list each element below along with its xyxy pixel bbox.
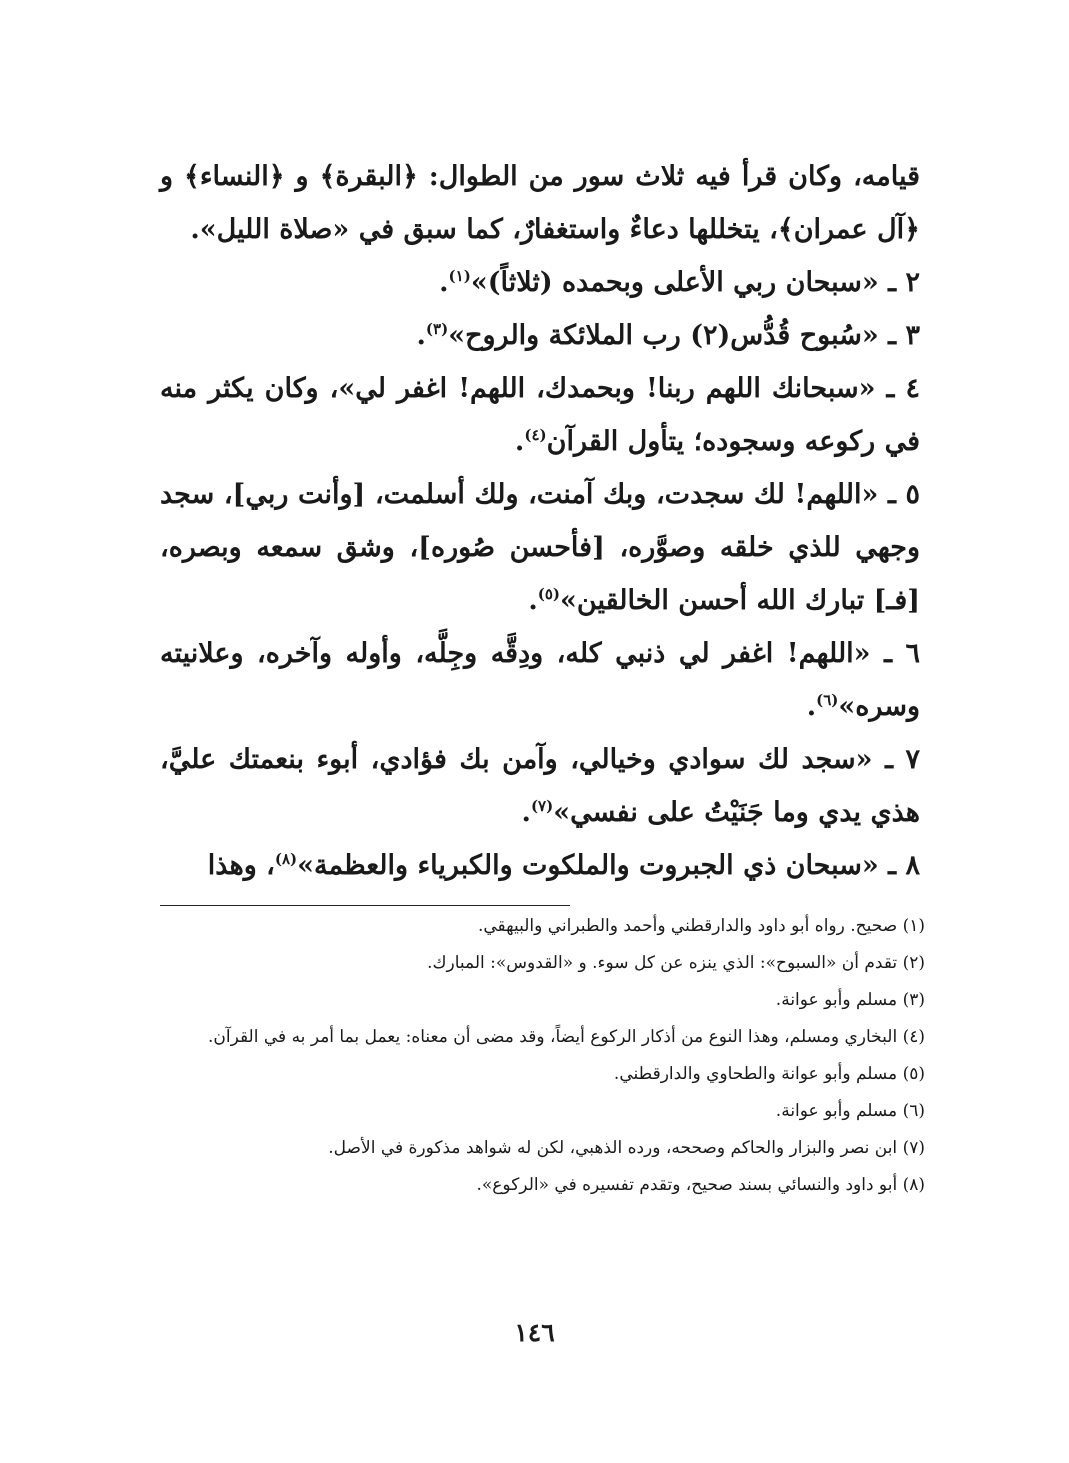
footnote-number: (٣) — [902, 990, 925, 1010]
footnote-text: ابن نصر والبزار والحاكم وصححه، ورده الذهبي، لكن له شواهد مذكورة في الأصل. — [328, 1138, 898, 1158]
item-end: . — [806, 691, 817, 722]
list-item — [160, 468, 920, 627]
footnote-text: صحيح. رواه أبو داود والدارقطني وأحمد والطبراني والبيهقي. — [477, 916, 898, 936]
footnote-number: (٨) — [902, 1175, 925, 1195]
intro-paragraph: قيامه، وكان قرأ فيه ثلاث سور من الطوال: ﴿البقرة﴾ و ﴿النساء﴾ و ﴿آل عمران﴾، يتخللها دعاءٌ واستغفارٌ، كما سبق في «صلاة الليل». — [160, 161, 920, 245]
item-end: . — [528, 585, 538, 616]
body-text — [160, 150, 920, 892]
footnote — [160, 1019, 925, 1056]
list-item — [160, 733, 920, 839]
item-number: ٣ ـ — [888, 320, 920, 351]
footnote-number: (٢) — [902, 953, 925, 973]
item-number: ٢ ـ — [888, 267, 920, 298]
footnotes — [160, 908, 925, 1204]
footnote-ref: (٨) — [274, 850, 298, 868]
list-item — [160, 362, 920, 468]
footnote-ref: (٦) — [816, 691, 839, 709]
footnote-divider — [160, 905, 570, 906]
page-number: ١٤٦ — [514, 1318, 555, 1347]
footnote — [160, 908, 925, 945]
footnote-number: (٤) — [902, 1027, 925, 1047]
item-text: «اللهم! لك سجدت، وبك آمنت، ولك أسلمت، [وأنت ربي]، سجد وجهي للذي خلقه وصوَّره، [فأحسن صُوره]، وشق سمعه وبصره، [فـ] تبارك الله أحسن الخالقين» — [160, 479, 920, 616]
footnote-number: (٦) — [902, 1101, 925, 1121]
item-end: . — [521, 797, 531, 828]
footnote — [160, 1130, 925, 1167]
footnote — [160, 1056, 925, 1093]
item-text: «سبحان ذي الجبروت والملكوت والكبرياء والعظمة» — [297, 850, 879, 881]
item-text: «سبحانك اللهم ربنا! وبحمدك، اللهم! اغفر لي»، وكان يكثر منه في ركوعه وسجوده؛ يتأول القرآن — [160, 373, 920, 457]
footnote-text: مسلم وأبو عوانة. — [775, 1101, 898, 1121]
footnote-ref: (٣) — [425, 320, 449, 338]
footnote-text: مسلم وأبو عوانة والطحاوي والدارقطني. — [613, 1064, 898, 1084]
item-number: ٧ ـ — [885, 744, 921, 775]
footnote-ref: (٥) — [537, 585, 561, 603]
item-number: ٨ ـ — [888, 850, 920, 881]
footnote-text: البخاري ومسلم، وهذا النوع من أذكار الركوع أيضاً، وقد مضى أن معناه: يعمل بما أمر به في القرآن. — [207, 1027, 898, 1047]
footnote-text: مسلم وأبو عوانة. — [775, 990, 898, 1010]
item-text: «سُبوح قُدُّس(٢) رب الملائكة والروح» — [448, 320, 879, 351]
item-end: ، وهذا — [207, 850, 275, 881]
footnote — [160, 982, 925, 1019]
item-end: . — [416, 320, 426, 351]
footnote-ref: (٧) — [530, 797, 554, 815]
footnote-text: تقدم أن «السبوح»: الذي ينزه عن كل سوء. و «القدوس»: المبارك. — [427, 953, 898, 973]
footnote — [160, 1167, 925, 1204]
footnote — [160, 945, 925, 982]
list-item — [160, 839, 920, 892]
footnote-number: (٧) — [902, 1138, 925, 1158]
footnote-text: أبو داود والنسائي بسند صحيح، وتقدم تفسيره في «الركوع». — [476, 1175, 898, 1195]
footnote — [160, 1093, 925, 1130]
item-text: «سجد لك سوادي وخيالي، وآمن بك فؤادي، أبوء بنعمتك عليَّ، هذي يدي وما جَنَيْتُ على نفسي» — [160, 744, 920, 828]
item-text: «اللهم! اغفر لي ذنبي كله، ودِقَّه وجِلَّه، وأوله وآخره، وعلانيته وسره» — [160, 638, 920, 722]
list-item — [160, 309, 920, 362]
item-number: ٥ ـ — [887, 479, 920, 510]
main-text — [160, 150, 920, 892]
footnote-ref: (١) — [448, 267, 471, 285]
list-item — [160, 627, 920, 733]
item-number: ٦ ـ — [884, 638, 921, 669]
footnote-number: (١) — [902, 916, 925, 936]
item-text: «سبحان ربي الأعلى وبحمده (ثلاثاً)» — [470, 267, 879, 298]
footnote-number: (٥) — [902, 1064, 925, 1084]
item-end: . — [514, 426, 525, 457]
list-item — [160, 256, 920, 309]
item-number: ٤ ـ — [886, 373, 920, 404]
footnote-ref: (٤) — [524, 426, 547, 444]
item-end: . — [439, 267, 449, 298]
